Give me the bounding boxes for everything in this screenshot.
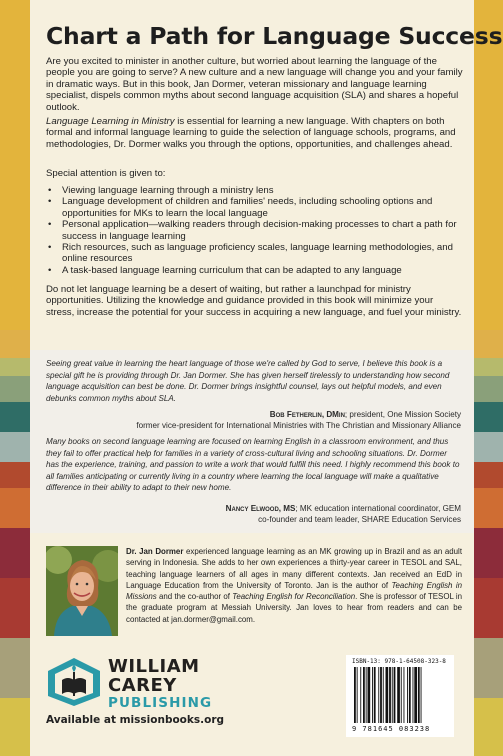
book-title-italic: Teaching English for Reconciliation [232,592,356,602]
review-quote: Seeing great value in learning the heart language of those we're called by God to serve, I believe this book is a special gift he is providing through Dr. Jan Dormer. She has given herself tirelessly to understanding how second language acquisition can best be done. Dr. Dormer brings insightful counsel, lays out helpful models, and even debunks common myths about SLA. [46,359,450,403]
barcode-bar [368,667,371,723]
book-title-italic: Teaching English in Missions [126,580,462,602]
overview-paragraph [46,116,464,150]
list-item: • A task-based language learning curriculum that can be adapted to any language [46,265,464,276]
list-item: • Language development of children and families' needs, including schooling options and opportunities for MKs to learn the local language [46,196,464,219]
special-attention-heading: Special attention is given to: [46,168,166,179]
barcode-bar [389,667,391,723]
author-bio [126,546,462,625]
barcode-bar [366,667,367,723]
barcode-bar [386,667,389,723]
review-quote: Many books on second language learning are focused on learning English in a classroom environment, and thus they fail to offer practical help for families in a variety of cross-cultural living and schooling situations. Dr. Dormer has the experience, training, and passion to write a work that would fulfill this need. I highly recommend this book to all families anticipating or currently living in a country where learning the local language will make a qualitative difference in their ability to adapt to their new home. [46,437,460,493]
topics-list [46,185,464,276]
barcode-bar [394,667,396,723]
reviewer-role-line: former vice-president for International Ministries with The Christian and Missionary Alliance [136,421,461,430]
publisher-logo-icon [46,656,102,713]
intro-paragraph: Are you excited to minister in another culture, but worried about learning the language of the people you are going to serve? A new culture and a new language will change you and your family in dramatic ways. But in this book, Jan Dormer, veteran missionary and language learning specialist, dispels common myths about second language acquisition (SLA) and shares a hopeful outlook. [46,56,463,113]
barcode-bar [357,667,358,723]
overview-text: is essential for learning a new language. With chapters on both formal and informal language learning to guide the selection of language schools, programs, and methodologies, Dr. Dormer walks you through the options, opportunities, and challenges ahead. [46,116,456,150]
review-attribution [41,409,461,421]
publisher-name [108,657,200,695]
barcode-bar [404,667,405,723]
barcode-bar [407,667,408,723]
closing-paragraph: Do not let language learning be a desert of waiting, but rather a launchpad for ministry opportunities. Utilizing the knowledge and guidance provided in this book will minimize your stress, increase the potential for your success in acquiring a new language, and fuel your ministry. [46,284,462,318]
list-item: • Viewing language learning through a ministry lens [46,185,464,196]
reviewer-name: Nancy Elwood, MS [225,504,296,513]
barcode-bar [363,667,365,723]
list-item: • Personal application—walking readers through decision-making processes to chart a path for success in language learning [46,219,464,242]
author-name: Dr. Jan Dormer [126,547,184,556]
reviewer-role: ; MK education international coordinator, GEM [295,504,461,513]
barcode-bar [413,667,414,723]
reviewer-role: ; president, One Mission Society [344,410,461,419]
barcode-bar [372,667,373,723]
publisher-name-line: CAREY [108,675,177,696]
publisher-name-line: WILLIAM [108,656,200,677]
barcode-bar [360,667,361,723]
book-title-italic: Language Learning in Ministry [46,116,175,127]
barcode-bar [397,667,400,723]
reviewer-role-line: co-founder and team leader, SHARE Education Services [258,515,461,524]
availability-link[interactable]: Available at missionbooks.org [46,714,225,726]
bio-text: and the co-author of [156,592,233,602]
barcode-bar [374,667,376,723]
barcode-bar [414,667,417,723]
page-title: Chart a Path for Language Success [46,22,503,50]
barcode-bar [409,667,411,723]
barcode-bar [383,667,384,723]
barcode-bar [421,667,422,723]
barcode-bar [418,667,420,723]
bio-text: . She is professor of TESOL in the graduate program at Messiah University. Jan loves to hear from readers and can be contacted at jan.dormer@gmail.com. [126,592,462,624]
barcode-bar [378,667,379,723]
publisher-subtitle: PUBLISHING [108,695,213,711]
review-attribution [41,503,461,515]
author-photo [46,546,118,636]
isbn-label: ISBN-13: 978-1-64508-323-8 [352,658,446,665]
isbn-digits: 9 781645 083238 [352,725,431,733]
bio-text: experienced language learning as an MK growing up in Brazil and as an adult serving in Indonesia. She adds to her own experiences a thirty-year career in TESOL and SAL, teaching language learners of all ages in many different contexts. Jan received an EdD in Language Education from the University of Toronto. Jan is the author of [126,547,463,590]
barcode-bar [401,667,402,723]
barcode-bar [380,667,382,723]
barcode-bar [354,667,356,723]
list-item: • Rich resources, such as language proficiency scales, language learning methodologies, and online resources [46,242,464,265]
barcode-bar [392,667,393,723]
reviewer-name: Bob Fetherlin, DMin [269,410,345,419]
